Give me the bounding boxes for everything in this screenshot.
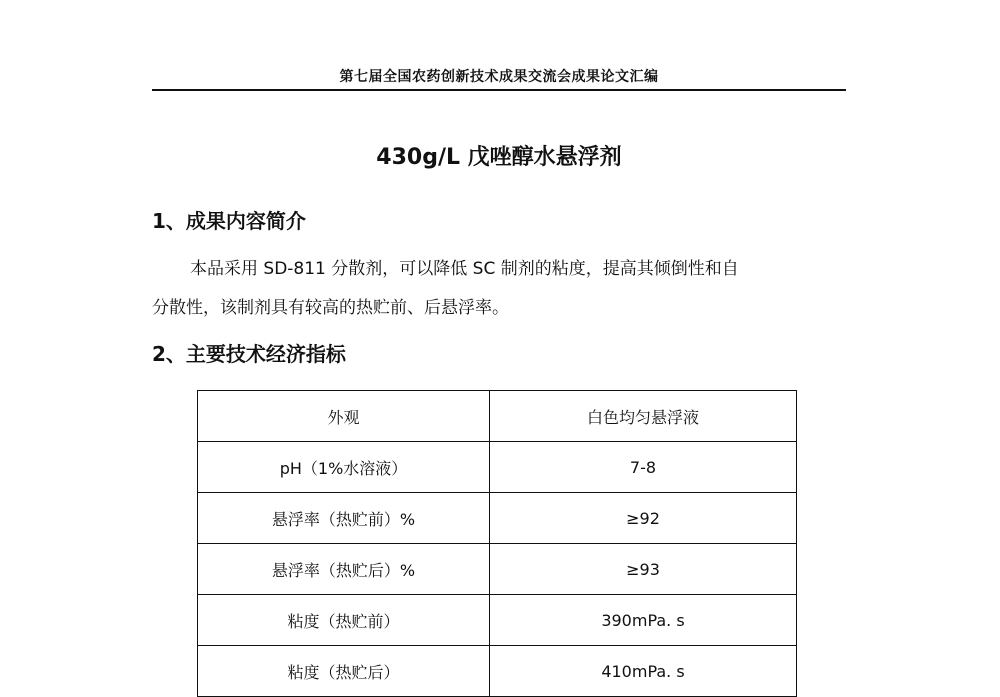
section-heading-specs: 2、主要技术经济指标 bbox=[152, 342, 346, 366]
running-header: 第七届全国农药创新技术成果交流会成果论文汇编 bbox=[339, 69, 659, 85]
document-title: 430g/L 戊唑醇水悬浮剂 bbox=[376, 145, 622, 170]
table-row bbox=[198, 646, 797, 697]
paragraph-line: 分散性，该制剂具有较高的热贮前、后悬浮率。 bbox=[152, 298, 509, 318]
spec-value: 白色均匀悬浮液 bbox=[490, 391, 797, 442]
spec-value: 390mPa. s bbox=[490, 595, 797, 646]
spec-value: ≥92 bbox=[490, 493, 797, 544]
header-rule bbox=[152, 89, 846, 91]
paragraph-line: 本品采用 SD-811 分散剂，可以降低 SC 制剂的粘度，提高其倾倒性和自 bbox=[190, 259, 739, 279]
spec-item: 悬浮率（热贮前）% bbox=[198, 493, 490, 544]
section-heading-intro: 1、成果内容简介 bbox=[152, 209, 306, 233]
table-row bbox=[198, 544, 797, 595]
spec-value: 7-8 bbox=[490, 442, 797, 493]
table-row bbox=[198, 595, 797, 646]
spec-value: ≥93 bbox=[490, 544, 797, 595]
intro-paragraph bbox=[152, 250, 842, 328]
spec-item: 悬浮率（热贮后）% bbox=[198, 544, 490, 595]
table-row bbox=[198, 442, 797, 493]
table-row bbox=[198, 391, 797, 442]
spec-value: 410mPa. s bbox=[490, 646, 797, 697]
table-row bbox=[198, 493, 797, 544]
spec-item: pH（1%水溶液） bbox=[198, 442, 490, 493]
spec-item: 粘度（热贮后） bbox=[198, 646, 490, 697]
spec-item: 粘度（热贮前） bbox=[198, 595, 490, 646]
spec-table bbox=[197, 390, 797, 697]
spec-item: 外观 bbox=[198, 391, 490, 442]
